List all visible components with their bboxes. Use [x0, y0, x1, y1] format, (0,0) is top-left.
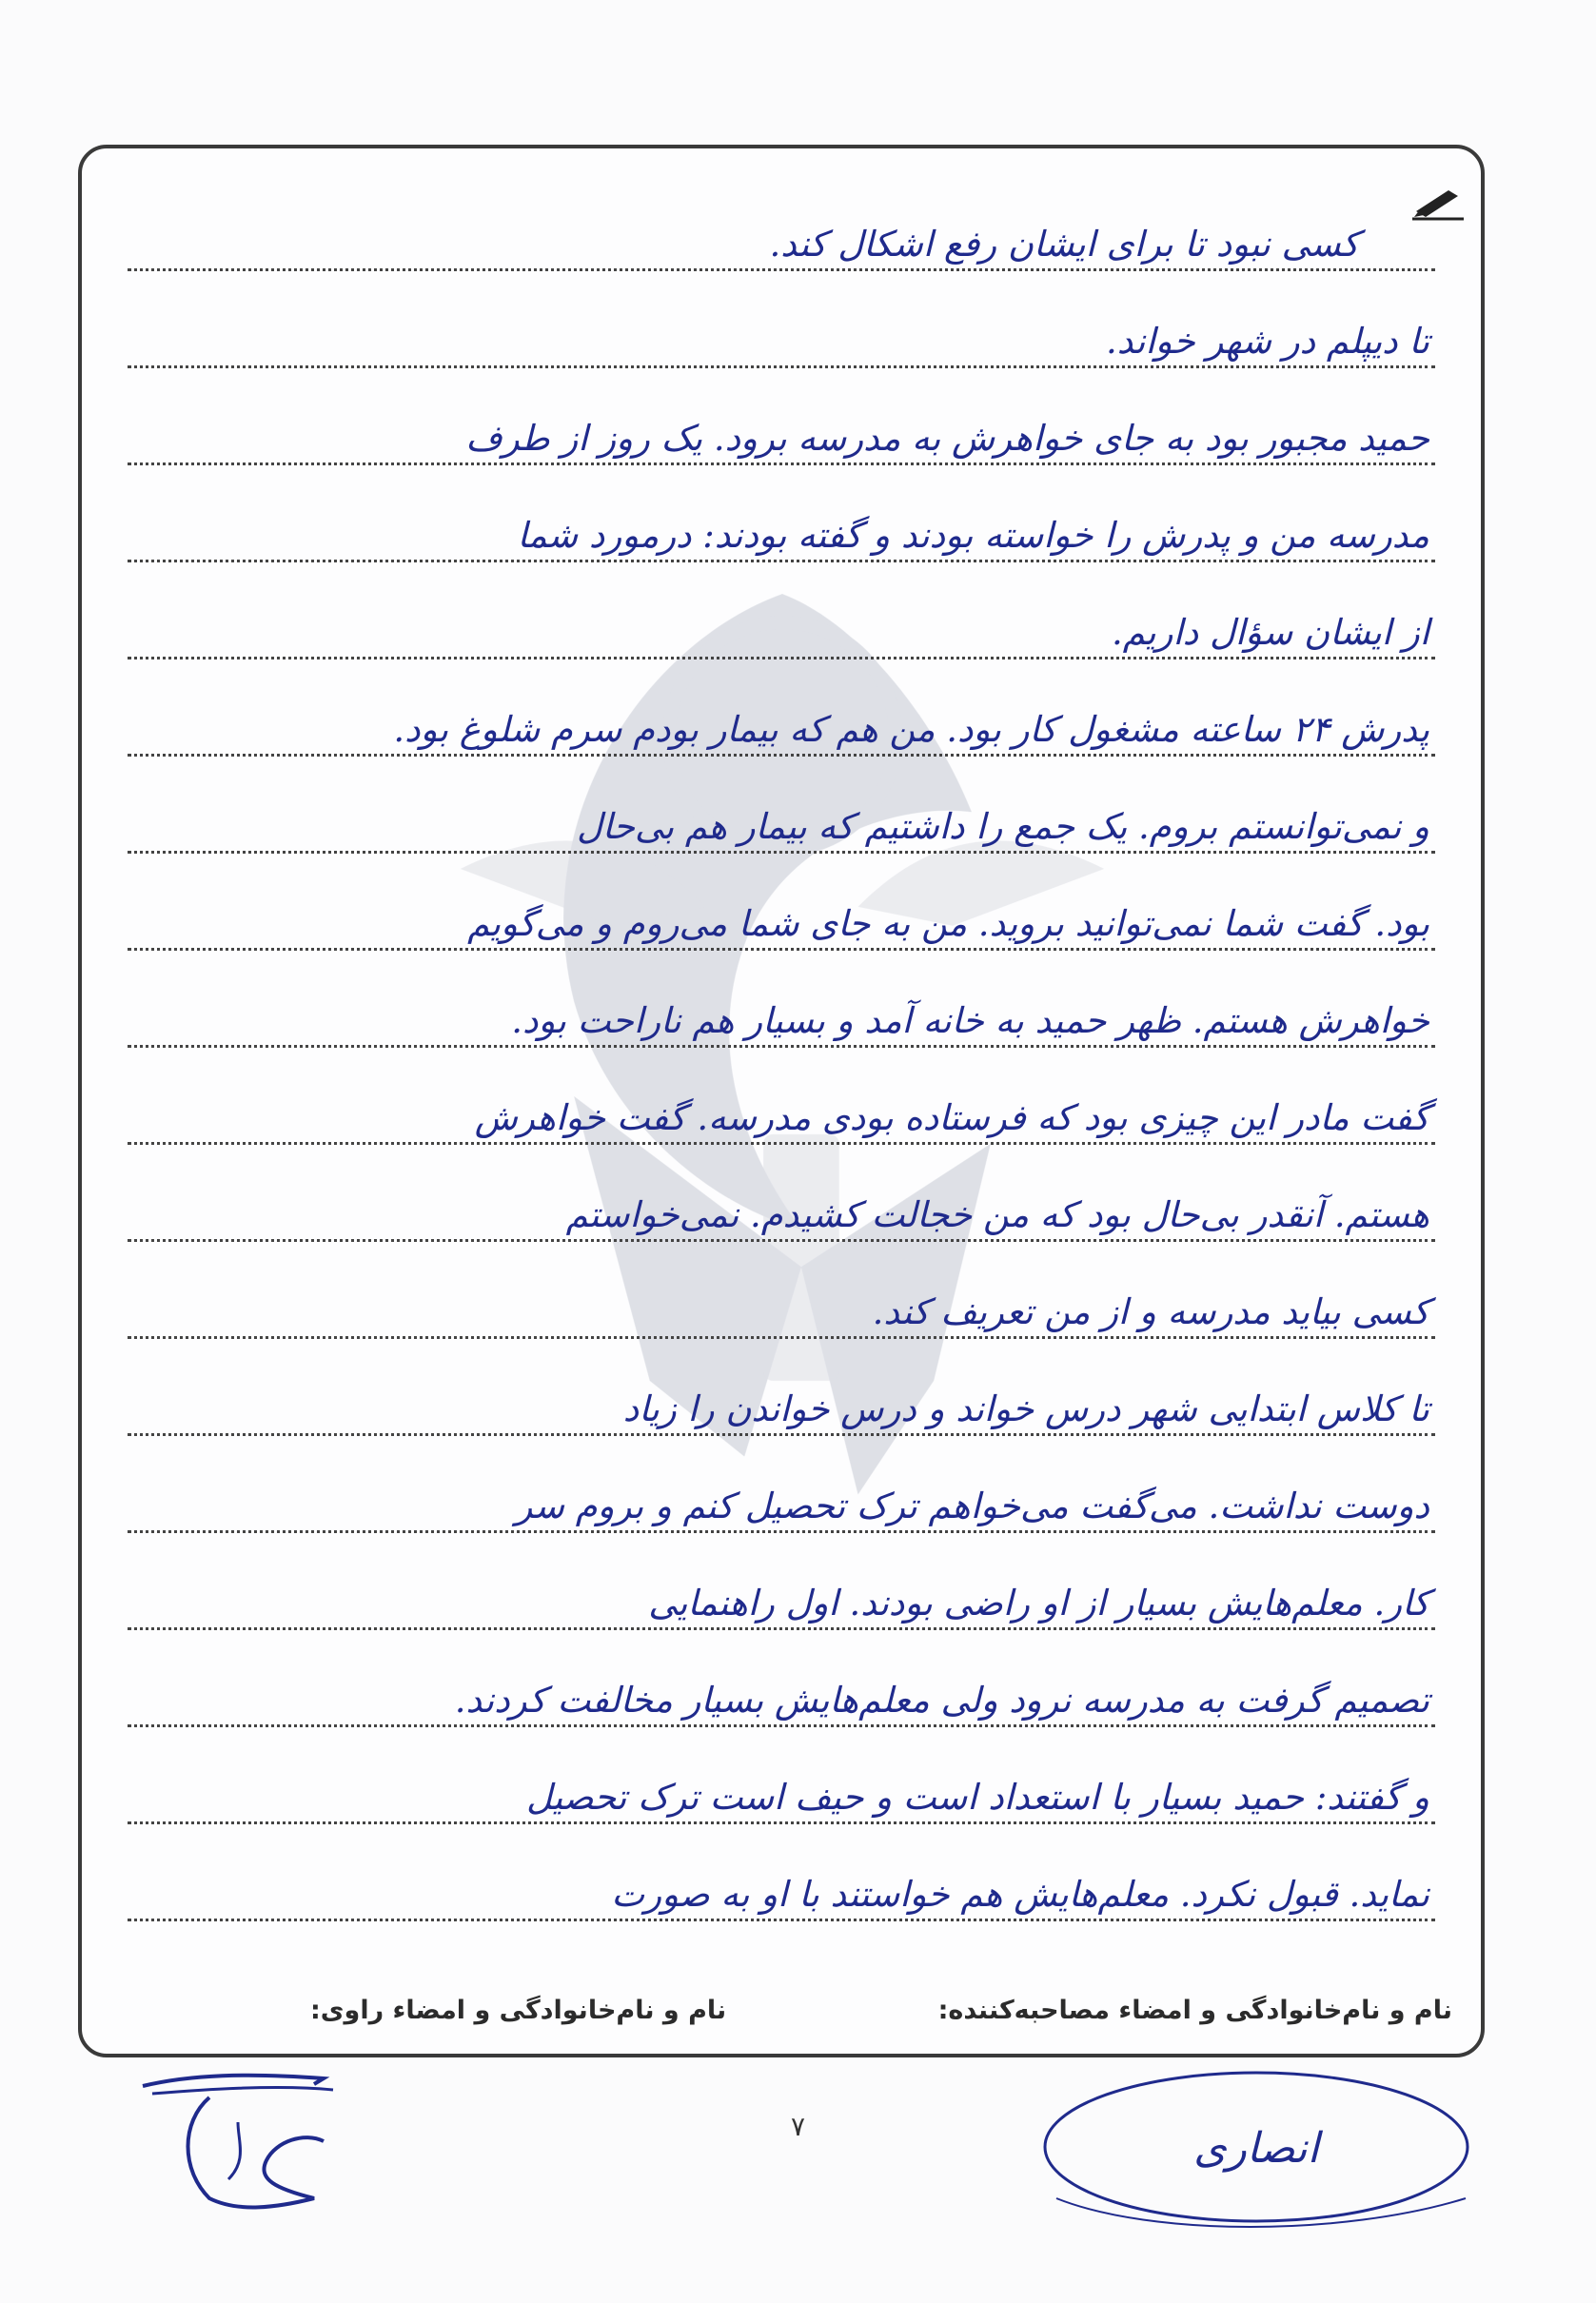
handwritten-text: نماید. قبول نکرد. معلم‌هایش هم خواستند با او به صورت [611, 1874, 1429, 1916]
narrator-signature [133, 2065, 352, 2217]
form-line [128, 662, 1435, 757]
handwritten-text: مدرسه من و پدرش را خواسته بودند و گفته بودند: درمورد شما [517, 515, 1429, 557]
form-line [128, 177, 1435, 271]
handwritten-text: تا کلاس ابتدایی شهر درس خواند و درس خواندن را زیاد [622, 1388, 1429, 1430]
handwritten-text: بود. گفت شما نمی‌توانید بروید. من به جای شما می‌روم و می‌گویم [467, 903, 1429, 945]
handwritten-text: کار. معلم‌هایش بسیار از او راضی بودند. اول راهنمایی [648, 1583, 1429, 1624]
handwritten-text: خواهرش هستم. ظهر حمید به خانه آمد و بسیار هم ناراحت بود. [511, 1000, 1429, 1042]
form-lines [82, 148, 1481, 2054]
form-line [128, 1730, 1435, 1824]
handwritten-text: دوست نداشت. می‌گفت می‌خواهم ترک تحصیل کنم و بروم سر [515, 1486, 1429, 1527]
handwritten-text: و نمی‌توانستم بروم. یک جمع را داشتیم که بیمار هم بی‌حال [576, 806, 1429, 848]
form-line [128, 856, 1435, 951]
form-frame [78, 145, 1485, 2057]
form-line [128, 1342, 1435, 1436]
form-line [128, 1536, 1435, 1630]
handwritten-text: از ایشان سؤال داریم. [1111, 612, 1429, 654]
handwritten-text: حمید مجبور بود به جای خواهرش به مدرسه برود. یک روز از طرف [465, 418, 1429, 460]
form-line [128, 1439, 1435, 1533]
form-line [128, 468, 1435, 562]
handwritten-text: هستم. آنقدر بی‌حال بود که من خجالت کشیدم. نمی‌خواستم [565, 1194, 1429, 1236]
handwritten-text: و گفتند: حمید بسیار با استعداد است و حیف است ترک تحصیل [525, 1777, 1429, 1819]
form-line [128, 565, 1435, 659]
interviewer-signature [1037, 2056, 1485, 2246]
interviewer-label: نام و نام‌خانوادگی و امضاء مصاحبه‌کننده: [937, 1995, 1452, 2025]
form-line [128, 1633, 1435, 1727]
handwritten-text: تصمیم گرفت به مدرسه نرود ولی معلم‌هایش بسیار مخالفت کردند. [454, 1680, 1429, 1722]
form-line [128, 1051, 1435, 1145]
form-line [128, 954, 1435, 1048]
form-line [128, 759, 1435, 854]
form-line [128, 1827, 1435, 1921]
signature-labels [310, 1991, 1452, 2029]
handwritten-text: تا دیپلم در شهر خواند. [1106, 321, 1429, 363]
handwritten-text: کسی بیاید مدرسه و از من تعریف کند. [872, 1291, 1429, 1333]
form-line [128, 274, 1435, 368]
narrator-label: نام و نام‌خانوادگی و امضاء راوی: [310, 1995, 727, 2025]
interviewer-signature-text: انصاری [1193, 2124, 1319, 2173]
handwritten-text: کسی نبود تا برای ایشان رفع اشکال کند. [769, 224, 1359, 266]
form-line [128, 1148, 1435, 1242]
page-number: ۷ [790, 2111, 806, 2142]
form-line [128, 1245, 1435, 1339]
handwritten-text: گفت مادر این چیزی بود که فرستاده بودی مدرسه. گفت خواهرش [474, 1097, 1429, 1139]
form-line [128, 371, 1435, 465]
handwritten-text: پدرش ۲۴ ساعته مشغول کار بود. من هم که بیمار بودم سرم شلوغ بود. [393, 709, 1429, 751]
